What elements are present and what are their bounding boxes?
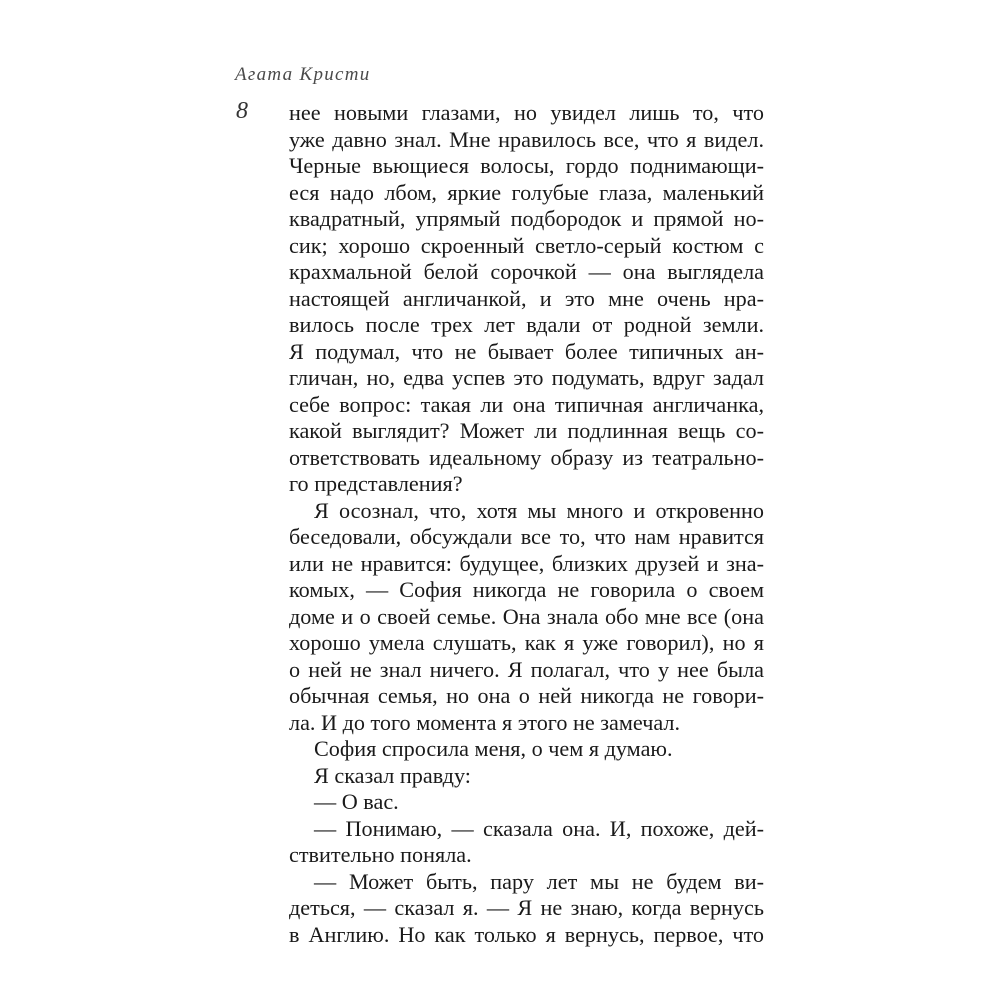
text-line: ла. И до того момента я этого не замечал. <box>289 709 681 735</box>
text-line: Я подумал, что не бывает более типичных ан- <box>289 338 764 364</box>
text-line: комых, — София никогда не говорила о своем <box>289 577 764 602</box>
text-line: уже давно знал. Мне нравилось все, что я видел. <box>289 126 764 152</box>
text-line: деться, — сказал я. — Я не знаю, когда вернусь <box>289 895 764 920</box>
text-line: настоящей англичанкой, и это мне очень нра- <box>289 285 764 311</box>
text-line: доме и о своей семье. Она знала обо мне все (она <box>289 603 764 629</box>
text-line: ствительно поняла. <box>289 842 472 867</box>
text-line: беседовали, обсуждали все то, что нам нравится <box>289 524 764 549</box>
text-line: гличан, но, едва успев это подумать, вдруг задал <box>289 365 764 390</box>
text-line: вилось после трех лет вдали от родной земли. <box>289 312 764 337</box>
text-line: обычная семья, но она о ней никогда не говори- <box>289 683 764 708</box>
text-line: София спросила меня, о чем я думаю. <box>314 736 673 761</box>
text-line: — Может быть, пару лет мы не будем ви- <box>314 868 764 894</box>
text-line: о ней не знал ничего. Я полагал, что у нее была <box>289 656 764 682</box>
text-line: го представления? <box>289 471 463 496</box>
text-line: Я сказал правду: <box>314 762 471 788</box>
text-line: Я осознал, что, хотя мы много и откровенно <box>314 497 764 523</box>
text-line: сик; хорошо скроенный светло-серый костюм с <box>289 232 764 258</box>
text-line: — О вас. <box>314 789 399 814</box>
page-number: 8 <box>236 98 248 124</box>
text-line: или не нравится: будущее, близких друзей и зна- <box>289 550 764 576</box>
text-line: еся надо лбом, яркие голубые глаза, маленький <box>289 179 764 205</box>
text-line: Черные вьющиеся волосы, гордо поднимающи- <box>289 153 764 178</box>
text-line: квадратный, упрямый подбородок и прямой но- <box>289 206 764 231</box>
text-line: себе вопрос: такая ли она типичная англичанка, <box>289 391 764 417</box>
text-line: какой выглядит? Может ли подлинная вещь со- <box>289 418 764 443</box>
body-text <box>289 100 764 948</box>
text-line: крахмальной белой сорочкой — она выглядела <box>289 259 764 284</box>
text-line: ответствовать идеальному образу из театрально- <box>289 444 764 470</box>
text-line: хорошо умела слушать, как я уже говорил), но я <box>289 630 764 655</box>
text-line: в Англию. Но как только я вернусь, первое, что <box>289 921 764 947</box>
text-line: — Понимаю, — сказала она. И, похоже, дей- <box>314 815 764 841</box>
running-head-author: Агата Кристи <box>235 64 371 85</box>
text-line: нее новыми глазами, но увидел лишь то, что <box>289 100 764 125</box>
